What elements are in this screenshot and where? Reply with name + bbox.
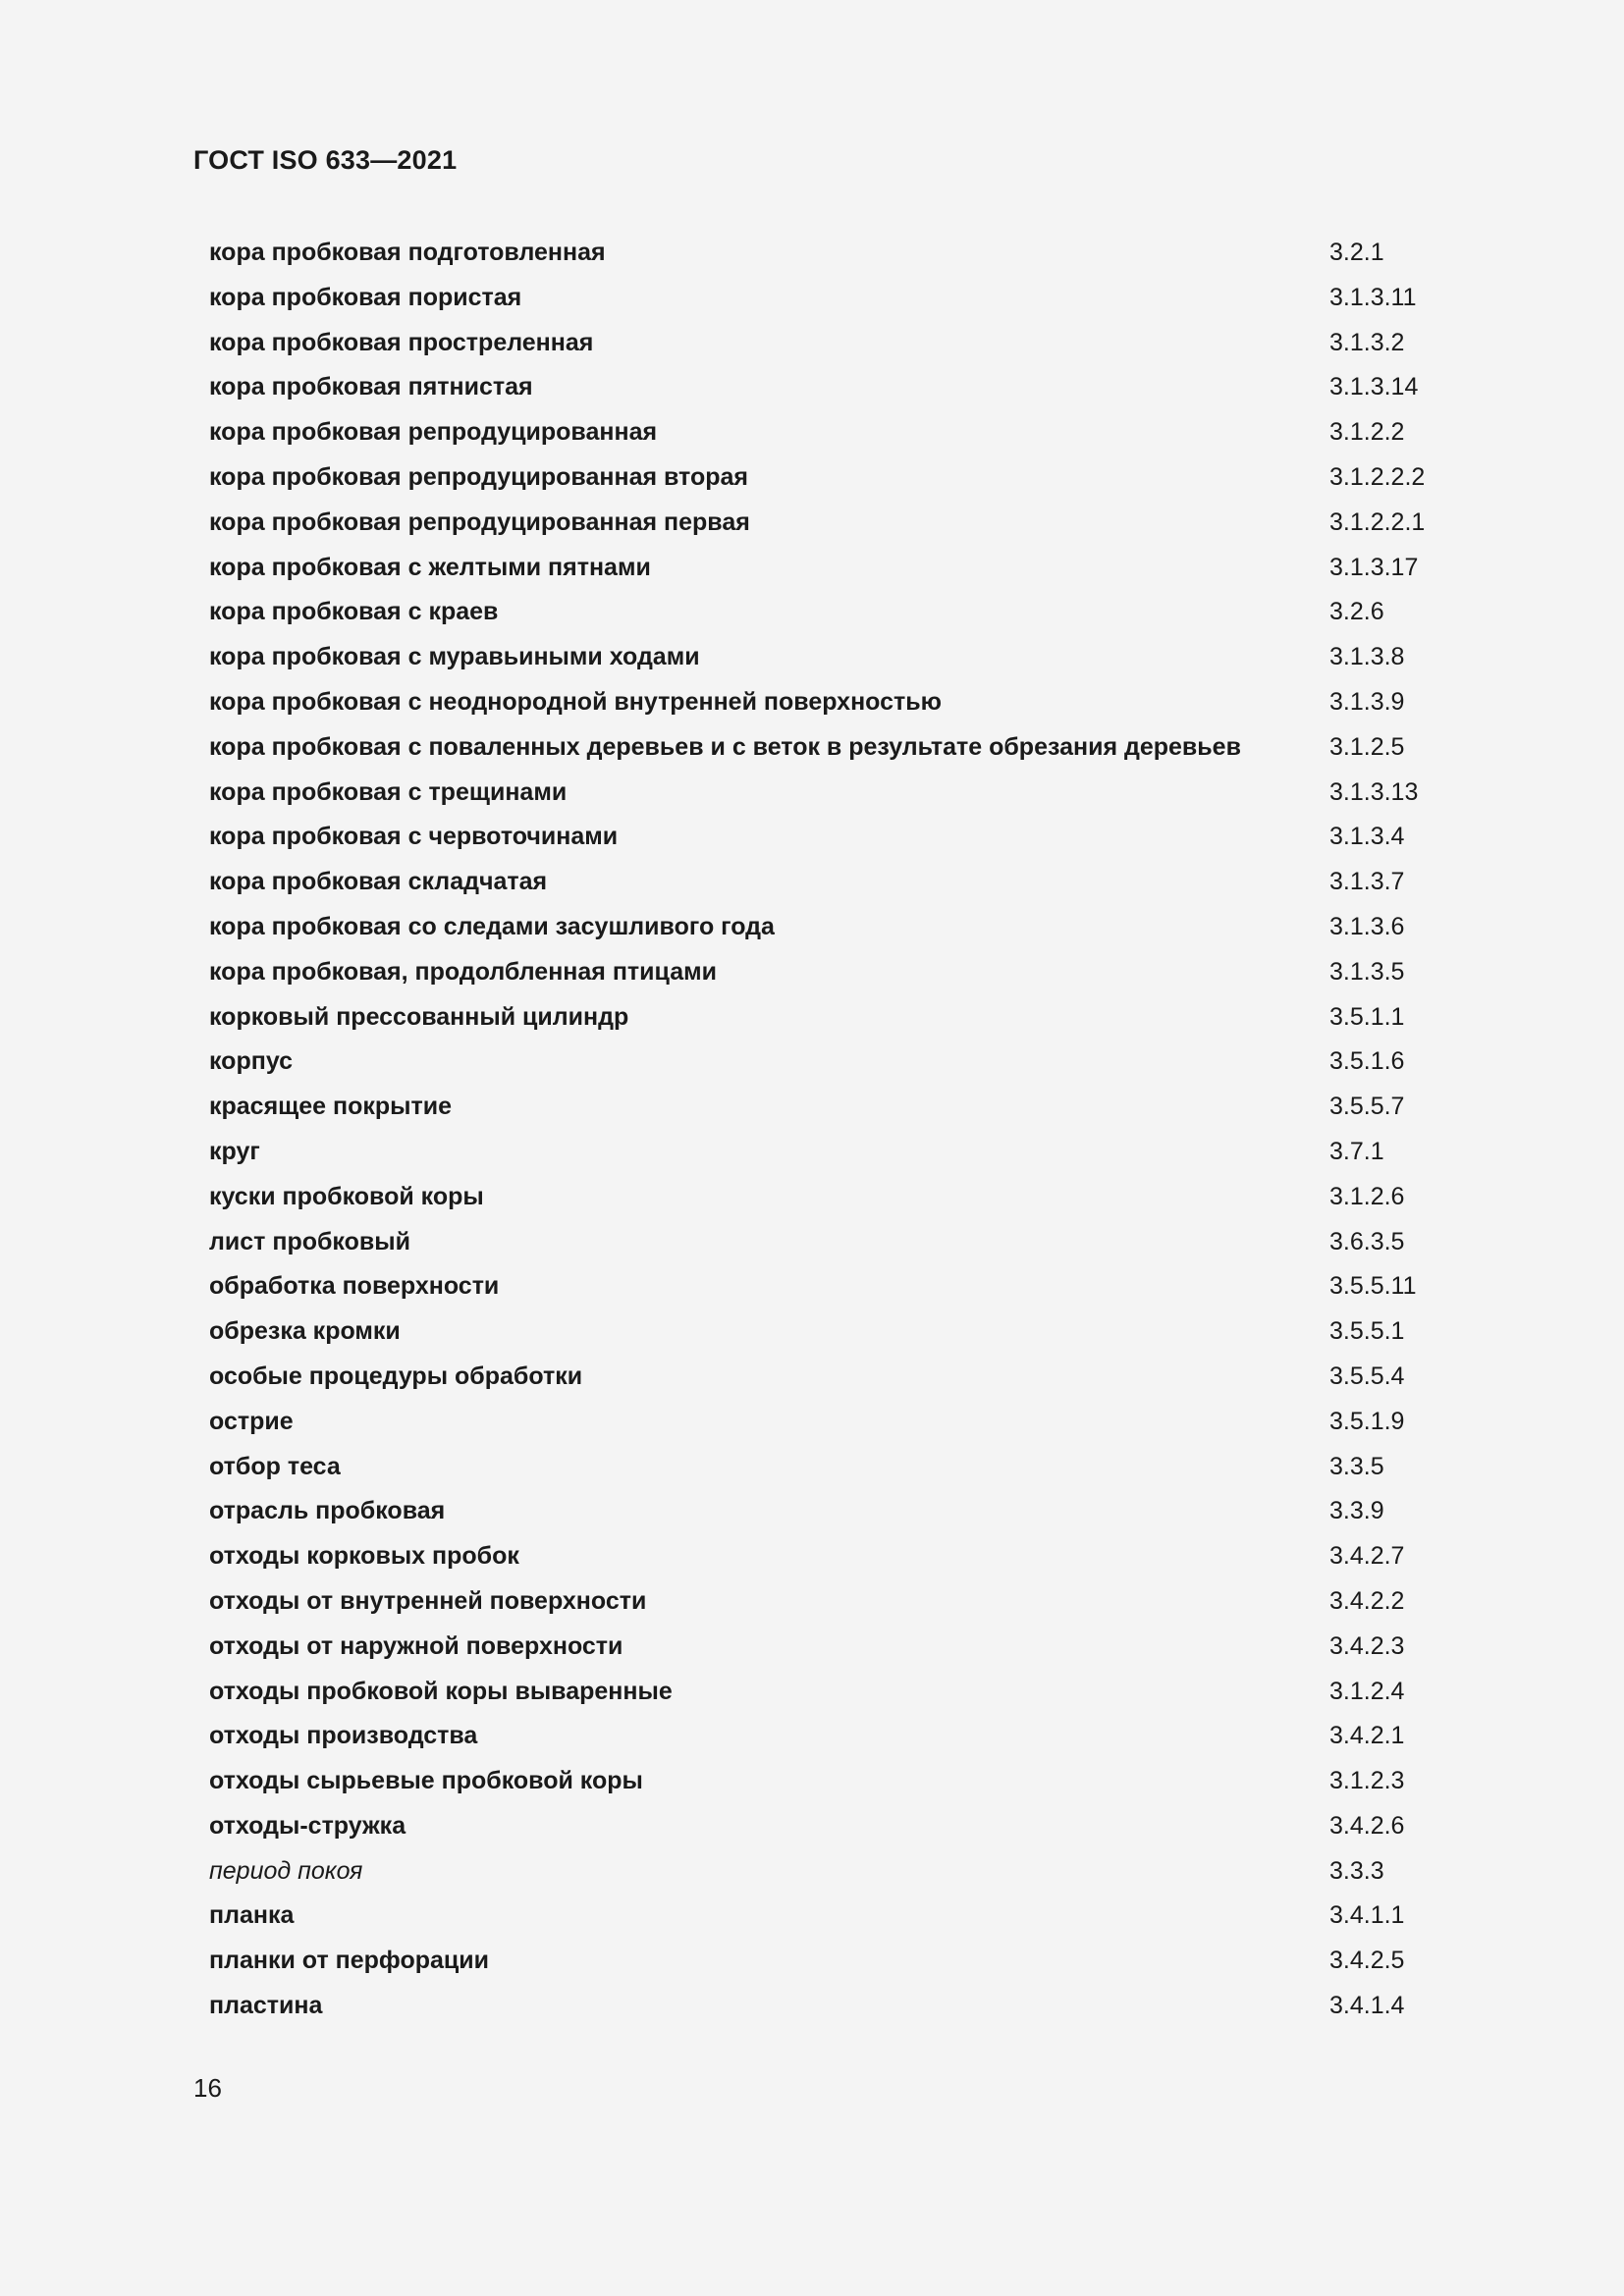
index-entry: [209, 590, 1486, 635]
index-term: особые процедуры обработки: [209, 1362, 583, 1390]
index-ref: 3.4.1.4: [1329, 1992, 1405, 2020]
index-term: отходы от внутренней поверхности: [209, 1586, 647, 1615]
index-entry: [209, 365, 1486, 410]
index-term: кора пробковая с поваленных деревьев и с веток в результате обрезания деревьев: [209, 732, 1241, 761]
index-term: кора пробковая, продолбленная птицами: [209, 957, 717, 986]
index-ref: 3.3.9: [1329, 1497, 1384, 1525]
index-ref: 3.1.2.4: [1329, 1677, 1405, 1705]
index-term: кора пробковая пористая: [209, 283, 522, 311]
index-term: обрезка кромки: [209, 1317, 401, 1346]
index-entry: [209, 546, 1486, 591]
index-entry: [209, 501, 1486, 546]
index-entry: [209, 1445, 1486, 1490]
index-entry: [209, 1085, 1486, 1130]
index-term: кора пробковая с червоточинами: [209, 823, 619, 851]
index-ref: 3.4.2.6: [1329, 1811, 1405, 1840]
index-term: обработка поверхности: [209, 1272, 500, 1301]
index-ref: 3.4.2.5: [1329, 1947, 1405, 1975]
index-term: лист пробковый: [209, 1227, 410, 1255]
index-term: кора пробковая с желтыми пятнами: [209, 553, 651, 581]
index-ref: 3.1.2.2: [1329, 418, 1405, 447]
index-ref: 3.5.1.6: [1329, 1047, 1405, 1076]
index-term: отходы корковых пробок: [209, 1542, 519, 1571]
index-ref: 3.6.3.5: [1329, 1227, 1405, 1255]
index-entry: [209, 725, 1486, 771]
index-ref: 3.5.1.1: [1329, 1002, 1405, 1031]
index-ref: 3.1.3.4: [1329, 823, 1405, 851]
index-entry: [209, 1714, 1486, 1759]
index-entry: [209, 1984, 1486, 2029]
index-term: кора пробковая подготовленная: [209, 239, 606, 266]
index-entry: [209, 680, 1486, 725]
index-term: красящее покрытие: [209, 1093, 453, 1121]
index-term: корпус: [209, 1047, 294, 1076]
index-term: корковый прессованный цилиндр: [209, 1002, 629, 1031]
index-ref: 3.1.3.8: [1329, 643, 1405, 671]
index-ref: 3.4.1.1: [1329, 1901, 1405, 1930]
index-ref: 3.4.2.3: [1329, 1631, 1405, 1660]
index-ref: 3.1.2.5: [1329, 732, 1405, 761]
index-term: острие: [209, 1407, 294, 1435]
index-entry: [209, 860, 1486, 905]
index-entry: [209, 1849, 1486, 1895]
index-entry: [209, 231, 1486, 276]
index-entry: [209, 1804, 1486, 1849]
index-term: отходы сырьевые пробковой коры: [209, 1767, 643, 1795]
index-ref: 3.4.2.1: [1329, 1722, 1405, 1750]
index-term: кора пробковая репродуцированная вторая: [209, 462, 748, 491]
index-entry: [209, 1130, 1486, 1175]
index-entry: [209, 1939, 1486, 1984]
index-term: период покоя: [209, 1856, 363, 1885]
index-ref: 3.1.2.3: [1329, 1767, 1405, 1795]
index-ref: 3.1.3.5: [1329, 957, 1405, 986]
index-entry: [209, 771, 1486, 816]
index-ref: 3.5.1.9: [1329, 1407, 1405, 1435]
index-term: кора пробковая с трещинами: [209, 777, 568, 806]
index-term: кора пробковая простреленная: [209, 328, 594, 356]
index-entry: [209, 1220, 1486, 1265]
index-term: отходы-стружка: [209, 1811, 406, 1840]
index-term: кора пробковая с муравьиными ходами: [209, 643, 700, 671]
index-term: кора пробковая пятнистая: [209, 373, 533, 401]
index-entry: [209, 1489, 1486, 1534]
index-term: отходы пробковой коры вываренные: [209, 1677, 673, 1705]
index-term: отбор теса: [209, 1452, 341, 1480]
index-term: планки от перфорации: [209, 1947, 490, 1975]
index-ref: 3.1.3.9: [1329, 687, 1405, 716]
page-number: 16: [193, 2073, 222, 2103]
index-ref: 3.5.5.4: [1329, 1362, 1405, 1390]
index-ref: 3.1.3.14: [1329, 373, 1419, 401]
index-entry: [209, 1670, 1486, 1715]
index-entry: [209, 321, 1486, 366]
index-ref: 3.1.3.13: [1329, 777, 1419, 806]
index-entry: [209, 1400, 1486, 1445]
index-entry: [209, 905, 1486, 950]
index-term: кора пробковая репродуцированная первая: [209, 507, 750, 536]
index-term: планка: [209, 1901, 295, 1930]
index-entry: [209, 1759, 1486, 1804]
index-ref: 3.5.5.7: [1329, 1093, 1405, 1121]
index-entry: [209, 1579, 1486, 1625]
index-ref: 3.1.3.2: [1329, 328, 1405, 356]
index-term: кора пробковая складчатая: [209, 868, 548, 896]
index-term: кора пробковая со следами засушливого года: [209, 912, 775, 940]
index-entry: [209, 1534, 1486, 1579]
index-term: круг: [209, 1137, 260, 1165]
index-ref: 3.7.1: [1329, 1137, 1384, 1165]
index-term: кора пробковая с краев: [209, 598, 499, 626]
index-ref: 3.5.5.11: [1329, 1272, 1417, 1301]
index-ref: 3.1.2.2.1: [1329, 507, 1426, 536]
index-entry: [209, 1264, 1486, 1309]
index-ref: 3.1.2.2.2: [1329, 462, 1426, 491]
index-term: пластина: [209, 1992, 323, 2020]
index-ref: 3.3.5: [1329, 1452, 1384, 1480]
index-entry: [209, 1040, 1486, 1085]
term-index-list: [209, 231, 1486, 2029]
index-term: отходы производства: [209, 1722, 478, 1750]
index-ref: 3.1.3.17: [1329, 553, 1419, 581]
index-ref: 3.1.3.6: [1329, 912, 1405, 940]
index-entry: [209, 1625, 1486, 1670]
index-entry: [209, 276, 1486, 321]
index-ref: 3.2.1: [1329, 239, 1384, 266]
index-ref: 3.5.5.1: [1329, 1317, 1405, 1346]
index-ref: 3.2.6: [1329, 598, 1384, 626]
index-term: кора пробковая с неоднородной внутренней поверхностью: [209, 687, 942, 716]
index-entry: [209, 455, 1486, 501]
index-ref: 3.1.2.6: [1329, 1182, 1405, 1210]
index-ref: 3.1.3.11: [1329, 283, 1417, 311]
index-entry: [209, 1894, 1486, 1939]
index-entry: [209, 950, 1486, 995]
index-ref: 3.4.2.2: [1329, 1586, 1405, 1615]
index-term: отходы от наружной поверхности: [209, 1631, 623, 1660]
index-ref: 3.4.2.7: [1329, 1542, 1405, 1571]
index-entry: [209, 995, 1486, 1041]
index-entry: [209, 410, 1486, 455]
index-entry: [209, 1175, 1486, 1220]
index-term: куски пробковой коры: [209, 1182, 484, 1210]
index-entry: [209, 635, 1486, 680]
index-ref: 3.3.3: [1329, 1856, 1384, 1885]
index-entry: [209, 1309, 1486, 1355]
index-entry: [209, 1355, 1486, 1400]
document-header: ГОСТ ISO 633—2021: [193, 145, 458, 175]
index-term: отрасль пробковая: [209, 1497, 446, 1525]
index-ref: 3.1.3.7: [1329, 868, 1405, 896]
index-term: кора пробковая репродуцированная: [209, 418, 658, 447]
index-entry: [209, 815, 1486, 860]
